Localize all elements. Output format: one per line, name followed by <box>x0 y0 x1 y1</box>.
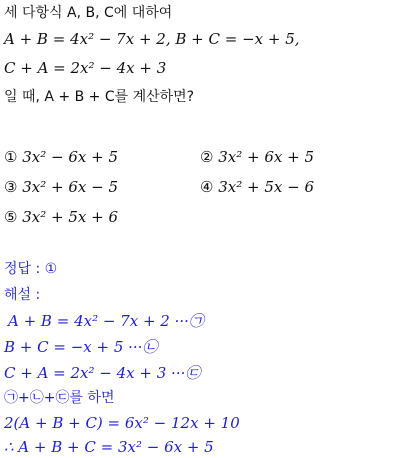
option-text: 3x² + 6x − 5 <box>22 178 119 196</box>
option-text: 3x² + 5x + 6 <box>22 208 119 226</box>
option-marker: ④ <box>200 178 214 196</box>
option-text: 3x² + 6x + 5 <box>218 148 315 166</box>
option-1 <box>4 146 118 168</box>
solution-heading: 해설 : <box>4 287 41 303</box>
question-line-4: 일 때, A + B + C를 계산하면? <box>4 89 195 105</box>
solution-step-1: A + B = 4x² − 7x + 2 ···㉠ <box>8 312 204 330</box>
question-line-1: 세 다항식 A, B, C에 대하여 <box>4 5 173 21</box>
option-marker: ② <box>200 148 214 166</box>
solution-step-2: B + C = −x + 5 ···㉡ <box>4 338 158 356</box>
answer-label: 정답 : ① <box>4 261 58 277</box>
option-3 <box>4 176 118 198</box>
option-2 <box>200 146 314 168</box>
solution-step-6: ∴ A + B + C = 3x² − 6x + 5 <box>4 438 214 456</box>
option-marker: ⑤ <box>4 208 18 226</box>
option-text: 3x² + 5x − 6 <box>218 178 315 196</box>
option-5 <box>4 206 118 228</box>
option-4 <box>200 176 314 198</box>
option-marker: ③ <box>4 178 18 196</box>
question-line-2: A + B = 4x² − 7x + 2, B + C = −x + 5, <box>4 30 300 48</box>
option-marker: ① <box>4 148 18 166</box>
option-text: 3x² − 6x + 5 <box>22 148 119 166</box>
solution-step-5: 2(A + B + C) = 6x² − 12x + 10 <box>4 414 240 432</box>
solution-step-3: C + A = 2x² − 4x + 3 ···㉢ <box>4 364 201 382</box>
question-line-3: C + A = 2x² − 4x + 3 <box>4 59 167 77</box>
solution-step-4: ㉠+㉡+㉢를 하면 <box>4 390 115 406</box>
